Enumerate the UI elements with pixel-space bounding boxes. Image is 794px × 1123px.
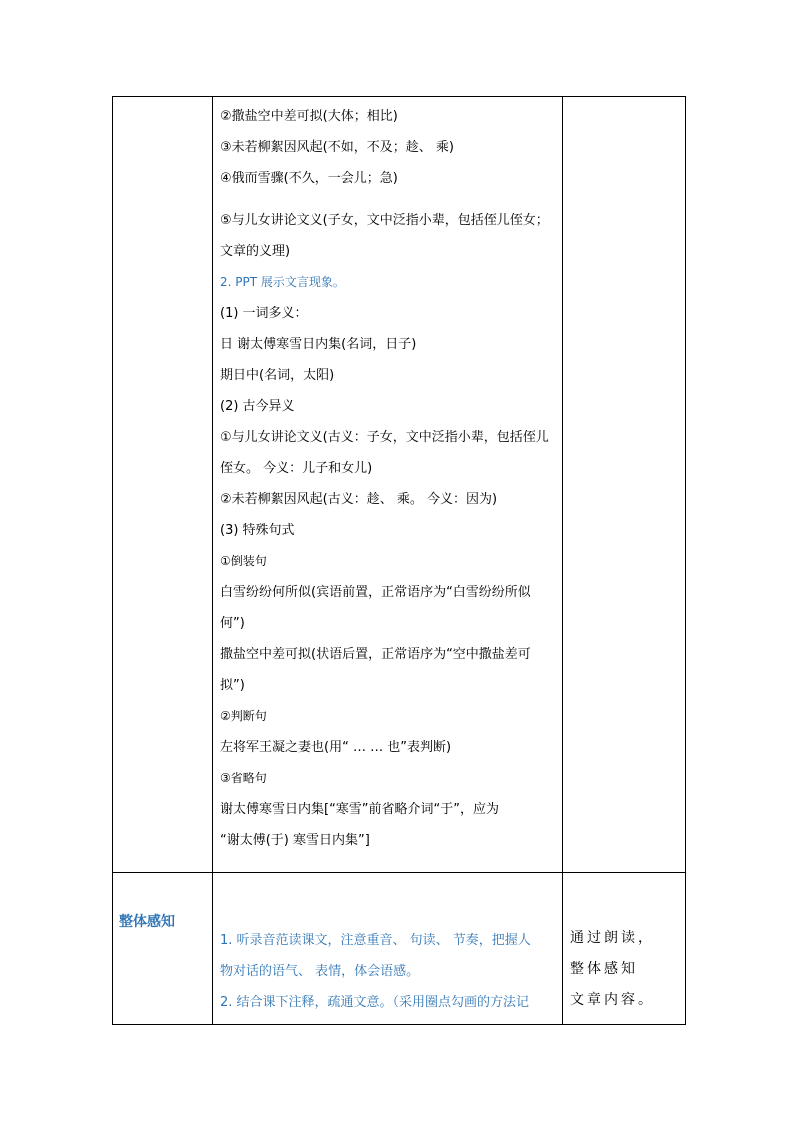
content-line: 撒盐空中差可拟(状语后置，正常语序为“空中撒盐差可 xyxy=(220,647,531,662)
section-title-cell xyxy=(113,97,213,873)
notes-cell xyxy=(563,97,686,873)
content-line: ②判断句 xyxy=(220,709,267,723)
content-cell xyxy=(213,97,563,873)
content-line: 谢太傅寒雪日内集[“寒雪”前省略介词“于”，应为 xyxy=(220,802,500,817)
content-line: ①倒装句 xyxy=(220,554,267,568)
note-line: 文章内容。 xyxy=(570,992,655,1008)
content-line: 拟”) xyxy=(220,678,245,693)
table-row xyxy=(113,873,686,1025)
lesson-plan-table xyxy=(112,96,686,1025)
notes-cell xyxy=(563,873,686,1025)
content-line: 日 谢太傅寒雪日内集(名词，日子) xyxy=(220,337,417,352)
note-line: 通过朗读， xyxy=(570,930,655,946)
section-title: 整体感知 xyxy=(119,914,175,930)
content-line: ③未若柳絮因风起(不如，不及；趁、 乘) xyxy=(220,140,454,155)
content-line: 期日中(名词，太阳) xyxy=(220,368,335,383)
content-line: 白雪纷纷何所似(宾语前置，正常语序为“白雪纷纷所似 xyxy=(220,585,531,600)
note-line: 整体感知 xyxy=(570,961,638,977)
content-line: 何”) xyxy=(220,616,245,631)
content-line: ②未若柳絮因风起(古义：趁、 乘。 今义：因为) xyxy=(220,492,498,507)
content-line: ③省略句 xyxy=(220,771,267,785)
content-line: ②撒盐空中差可拟(大体；相比) xyxy=(220,109,398,124)
content-line: 2. 结合课下注释，疏通文意。（采用圈点勾画的方法记 xyxy=(220,995,530,1010)
section-title-cell xyxy=(113,873,213,1025)
content-line: 2. PPT 展示文言现象。 xyxy=(220,275,345,289)
content-line: 侄女。 今义：儿子和女儿) xyxy=(220,461,373,476)
content-line: (2) 古今异义 xyxy=(220,399,295,414)
content-line: 1. 听录音范读课文，注意重音、 句读、 节奏，把握人 xyxy=(220,933,531,948)
content-line: (3) 特殊句式 xyxy=(220,523,295,538)
content-line: 左将军王凝之妻也(用“ … … 也”表判断) xyxy=(220,740,452,755)
content-line: “谢太傅(于) 寒雪日内集”] xyxy=(220,833,370,848)
content-cell xyxy=(213,873,563,1025)
content-line: ①与儿女讲论文义(古义：子女，文中泛指小辈，包括侄儿 xyxy=(220,430,549,445)
table-row xyxy=(113,97,686,873)
content-line: 物对话的语气、 表情，体会语感。 xyxy=(220,964,420,979)
content-line: (1) 一词多义： xyxy=(220,306,308,321)
content-line: ⑤与儿女讲论文义(子女，文中泛指小辈，包括侄儿侄女； xyxy=(220,213,549,228)
content-line: 文章的义理) xyxy=(220,244,291,259)
content-line: ④俄而雪骤(不久，一会儿；急) xyxy=(220,171,398,186)
